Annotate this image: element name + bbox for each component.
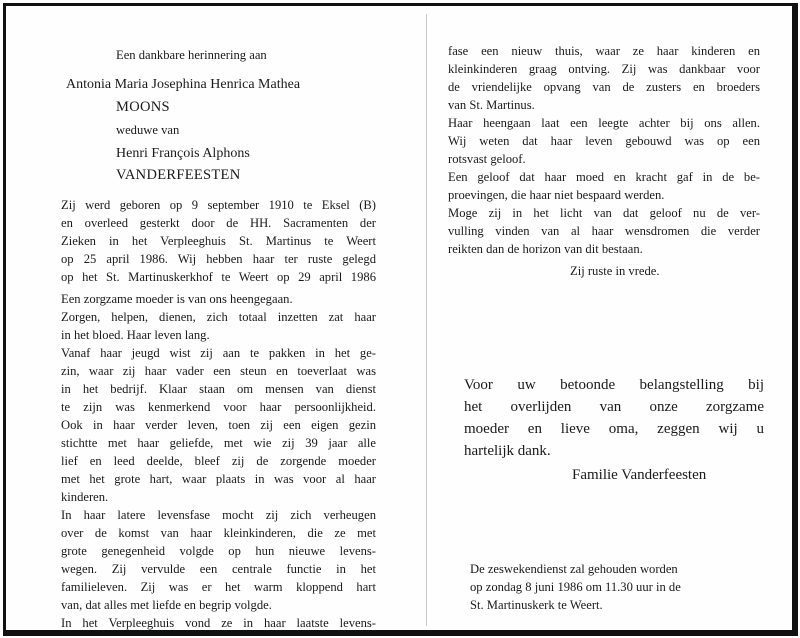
deceased-surname: MOONS [116, 99, 170, 115]
story-line: van St. Martinus. [448, 98, 535, 112]
story-line: van, dat alles met liefde en begrip volgde. [61, 598, 272, 612]
story-line: Haar heengaan laat een leegte achter bij ons allen. [448, 116, 760, 130]
story-line: wegen. Zij vervulde een centrale functie in het [61, 562, 376, 576]
thanks-line: hartelijk dank. [464, 443, 551, 459]
thanks-line: het overlijden van onze zorgzame [464, 399, 764, 415]
story-line: kinderen. [61, 490, 109, 504]
fold-divider [426, 14, 427, 626]
story-line: familieleven. Zij was er het warm kloppend hart [61, 580, 376, 594]
service-line: St. Martinuskerk te Weert. [470, 598, 603, 612]
story-line: reikten dan de horizon van dit bestaan. [448, 242, 643, 256]
service-line: op zondag 8 juni 1986 om 11.30 uur in de [470, 580, 681, 594]
story-line: Een geloof dat haar moed en kracht gaf in de be- [448, 170, 760, 184]
story-line: Wij weten dat haar leven gebouwd was op een [448, 134, 760, 148]
story-line: In haar latere levensfase mocht zij zich verheugen [61, 508, 376, 522]
story-line: proevingen, die haar niet bespaard werden. [448, 188, 665, 202]
deceased-first-names: Antonia Maria Josephina Henrica Mathea [66, 77, 301, 92]
family-signature: Familie Vanderfeesten [572, 467, 707, 483]
intro-text: Een dankbare herinnering aan [116, 48, 267, 62]
husband-surname: VANDERFEESTEN [116, 167, 241, 183]
birth-line: op het St. Martinuskerkhof te Weert op 29 april 1986 [61, 270, 376, 284]
story-line: in het bedrijf. Klaar staan om mensen van dienst [61, 382, 376, 396]
story-line: de vriendelijke opvang van de zusters en broeders [448, 80, 760, 94]
story-line: Zorgen, helpen, dienen, zich totaal inzetten zat haar [61, 310, 376, 324]
thanks-line: Voor uw betoonde belangstelling bij [464, 377, 764, 393]
story-line: stichtte met haar geliefde, met wie zij 39 jaar alle [61, 436, 376, 450]
birth-line: en overleed gesterkt door de HH. Sacramenten der [61, 216, 376, 230]
widow-of-text: weduwe van [116, 123, 180, 137]
story-line: grote genegenheid volgde op hun nieuwe levens- [61, 544, 376, 558]
story-line: over de komst van haar kleinkinderen, die ze met [61, 526, 376, 540]
story-line: rotsvast geloof. [448, 152, 526, 166]
memorial-card [3, 3, 798, 636]
rest-in-peace: Zij ruste in vrede. [570, 264, 660, 278]
birth-line: Zieken in het Verpleeghuis St. Martinus te Weert [61, 234, 376, 248]
story-line: Moge zij in het licht van dat geloof nu de ver- [448, 206, 760, 220]
story-line: in het bloed. Haar leven lang. [61, 328, 210, 342]
story-line: kleinkinderen graag ontving. Zij was dankbaar voor [448, 62, 760, 76]
thanks-line: moeder en lieve oma, zeggen wij u [464, 421, 764, 437]
story-line: In het Verpleeghuis vond ze in haar laatste levens- [61, 616, 376, 630]
story-line: vulling vinden van al haar wensdromen die verder [448, 224, 760, 238]
story-line: zin, waar zij haar vader een steun en toeverlaat was [61, 364, 376, 378]
story-line: fase een nieuw thuis, waar ze haar kinderen en [448, 44, 760, 58]
story-line: Vanaf haar jeugd wist zij aan te pakken in het ge- [61, 346, 376, 360]
story-line: met het grote hart, waar plaats in was voor al haar [61, 472, 376, 486]
birth-line: op 25 april 1986. Wij hebben haar ter ruste gelegd [61, 252, 376, 266]
story-line: te zijn was kenmerkend voor haar persoonlijkheid. [61, 400, 376, 414]
service-line: De zeswekendienst zal gehouden worden [470, 562, 678, 576]
birth-line: Zij werd geboren op 9 september 1910 te Eksel (B) [61, 198, 376, 212]
story-line: lief en leed deelde, bleef zij de zorgende moeder [61, 454, 376, 468]
story-line: Ook in haar verder leven, toen zij een eigen gezin [61, 418, 376, 432]
story-line: Een zorgzame moeder is van ons heengegaan. [61, 292, 293, 306]
husband-first-names: Henri François Alphons [116, 146, 250, 161]
